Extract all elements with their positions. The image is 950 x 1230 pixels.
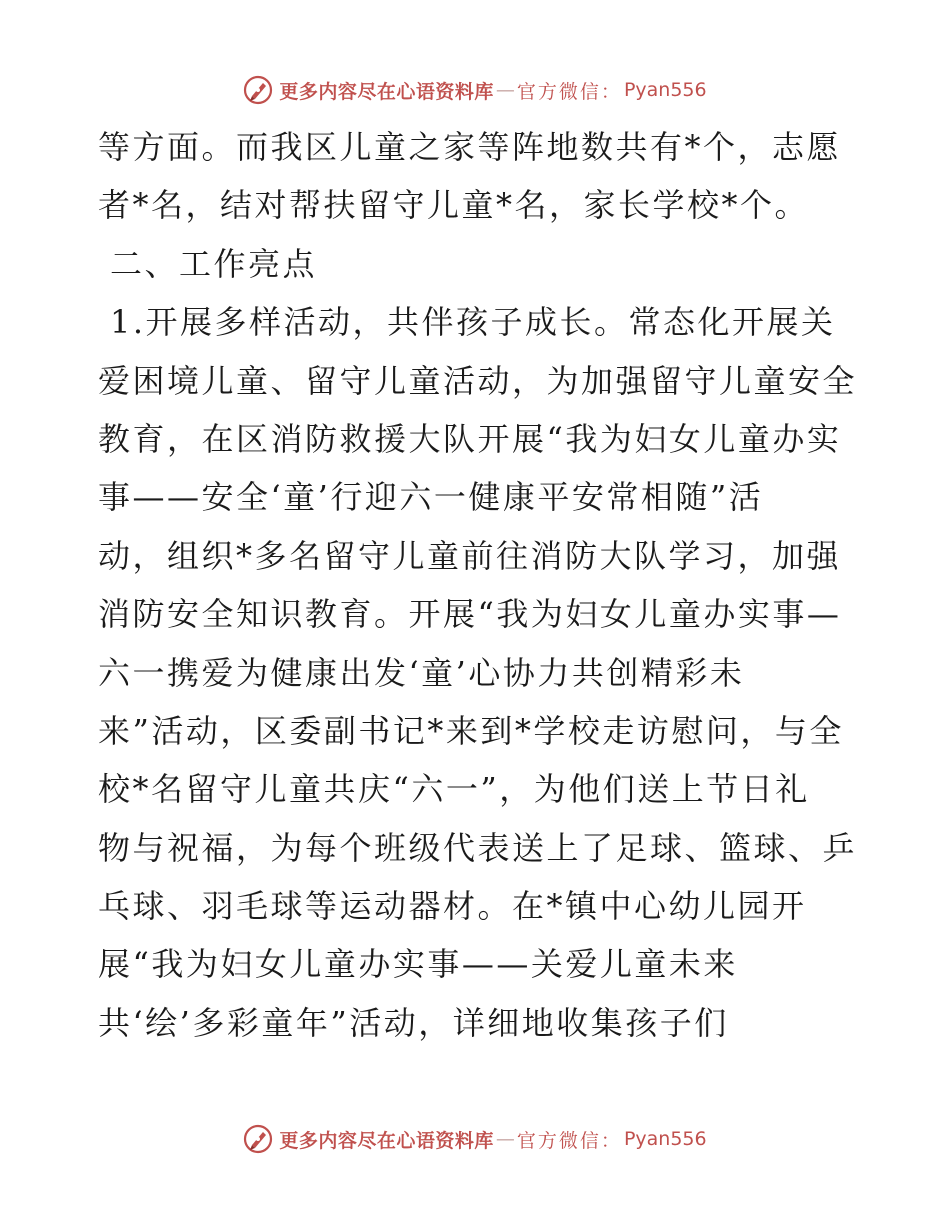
watermark-dash: — <box>495 79 515 101</box>
body-line: 物与祝福，为每个班级代表送上了足球、篮球、乒 <box>98 828 858 867</box>
body-line: 教育，在区消防救援大队开展“我为妇女儿童办实 <box>98 419 842 458</box>
body-line: 者*名，结对帮扶留守儿童*名，家长学校*个。 <box>98 186 810 225</box>
body-line: 1.开展多样活动，共伴孩子成长。常态化开展关 <box>110 303 836 342</box>
header-watermark <box>0 72 950 108</box>
body-line: 消防安全知识教育。开展“我为妇女儿童办实事— <box>98 595 842 634</box>
pen-logo-icon <box>243 1124 273 1154</box>
watermark-main-text: 更多内容尽在心语资料库 <box>279 80 494 103</box>
watermark-main-text: 更多内容尽在心语资料库 <box>279 1129 494 1152</box>
body-line: 事——安全‘童’行迎六一健康平安常相随”活 <box>98 478 764 517</box>
body-line: 来”活动，区委副书记*来到*学校走访慰问，与全 <box>98 711 844 750</box>
document-body <box>98 118 858 1052</box>
watermark-dash: — <box>495 1128 515 1150</box>
body-line: 六一携爱为健康出发‘童’心协力共创精彩未 <box>98 653 745 692</box>
body-line: 动，组织*多名留守儿童前往消防大队学习，加强 <box>98 536 842 575</box>
section-heading: 二、工作亮点 <box>110 244 318 283</box>
body-line: 校*名留守儿童共庆“六一”，为他们送上节日礼 <box>98 770 810 809</box>
pen-logo-icon <box>243 75 273 105</box>
body-line: 共‘绘’多彩童年”活动，详细地收集孩子们 <box>98 1003 729 1042</box>
footer-watermark <box>0 1121 950 1157</box>
watermark-side-text: 官方微信： <box>516 80 622 103</box>
watermark-wechat-id: Pyan556 <box>623 79 707 101</box>
body-line: 爱困境儿童、留守儿童活动，为加强留守儿童安全 <box>98 361 858 400</box>
body-line: 展“我为妇女儿童办实事——关爱儿童未来 <box>98 945 738 984</box>
body-line: 乓球、羽毛球等运动器材。在*镇中心幼儿园开 <box>98 887 807 926</box>
watermark-side-text: 官方微信： <box>516 1129 622 1152</box>
watermark-wechat-id: Pyan556 <box>623 1128 707 1150</box>
body-line: 等方面。而我区儿童之家等阵地数共有*个，志愿 <box>98 128 842 166</box>
